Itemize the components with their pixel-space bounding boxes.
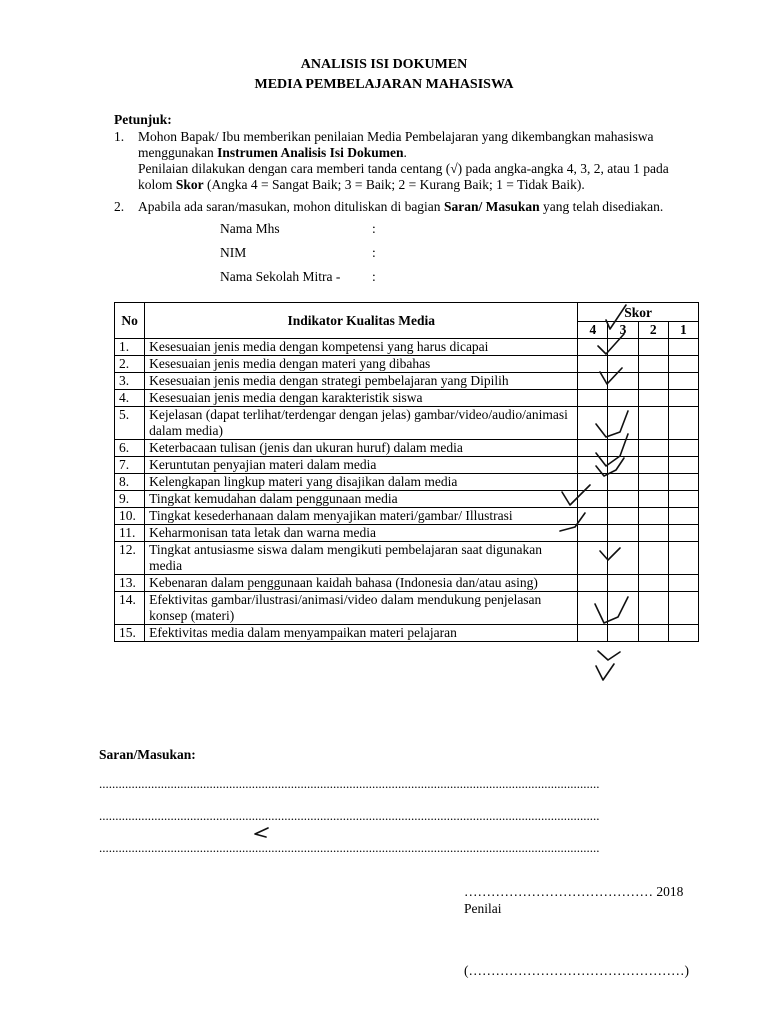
score-cell-2[interactable] [638,457,668,474]
instruction-1-number: 1. [114,129,125,144]
row-number: 11. [115,525,145,542]
header-no: No [115,303,145,339]
document-subtitle: MEDIA PEMBELAJARAN MAHASISWA [254,77,514,92]
score-cell-4[interactable] [578,407,608,440]
score-cell-3[interactable] [608,525,638,542]
table-row [115,407,699,440]
field-nim-colon: : [372,245,376,260]
score-cell-1[interactable] [668,508,698,525]
score-cell-1[interactable] [668,625,698,642]
score-cell-1[interactable] [668,575,698,592]
row-indicator: Kesesuaian jenis media dengan strategi pembelajaran yang Dipilih [145,373,578,390]
suggestions-heading: Saran/Masukan: [99,747,196,762]
row-indicator: Efektivitas media dalam menyampaikan materi pelajaran [145,625,578,642]
instruction-1-line-a: Mohon Bapak/ Ibu memberikan penilaian Media Pembelajaran yang dikembangkan mahasiswa [138,129,654,144]
row-number: 4. [115,390,145,407]
row-indicator: Keterbacaan tulisan (jenis dan ukuran huruf) dalam media [145,440,578,457]
score-cell-3[interactable] [608,407,638,440]
score-cell-4[interactable] [578,373,608,390]
score-cell-3[interactable] [608,390,638,407]
score-cell-3[interactable] [608,339,638,356]
field-student-name-label: Nama Mhs [220,221,280,236]
table-row [115,474,699,491]
signature-name-line: (…………………………………………) [464,963,689,978]
score-cell-4[interactable] [578,625,608,642]
score-cell-2[interactable] [638,373,668,390]
score-cell-1[interactable] [668,390,698,407]
table-row [115,525,699,542]
row-indicator: Keruntutan penyajian materi dalam media [145,457,578,474]
score-cell-1[interactable] [668,457,698,474]
row-indicator: Efektivitas gambar/ilustrasi/animasi/video dalam mendukung penjelasan konsep (materi) [145,592,578,625]
score-cell-4[interactable] [578,339,608,356]
check-mark-icon [596,664,614,680]
score-cell-3[interactable] [608,542,638,575]
row-number: 12. [115,542,145,575]
header-score: Skor [578,303,699,322]
score-cell-1[interactable] [668,339,698,356]
table-row [115,356,699,373]
score-cell-4[interactable] [578,592,608,625]
row-number: 15. [115,625,145,642]
instruction-2-line: Apabila ada saran/masukan, mohon dituliskan di bagian Saran/ Masukan yang telah disediakan. [138,199,664,214]
suggestion-line-1: .......................................................................................................................................................... [99,776,600,791]
row-number: 14. [115,592,145,625]
score-cell-1[interactable] [668,525,698,542]
score-cell-4[interactable] [578,440,608,457]
instruction-1-line-c: Penilaian dilakukan dengan cara memberi tanda centang (√) pada angka-angka 4, 3, 2, atau 1 pada [138,161,669,176]
score-cell-3[interactable] [608,508,638,525]
score-col-3: 3 [608,322,638,339]
table-row [115,542,699,575]
suggestion-line-3: .......................................................................................................................................................... [99,840,600,855]
score-cell-4[interactable] [578,457,608,474]
row-indicator: Kelengkapan lingkup materi yang disajikan dalam media [145,474,578,491]
row-number: 7. [115,457,145,474]
document-title: ANALISIS ISI DOKUMEN [300,57,468,72]
score-cell-3[interactable] [608,474,638,491]
score-cell-2[interactable] [638,542,668,575]
table-row [115,491,699,508]
table-row [115,508,699,525]
instruction-1-line-b: menggunakan Instrumen Analisis Isi Dokumen. [138,145,407,160]
score-cell-2[interactable] [638,440,668,457]
score-cell-2[interactable] [638,339,668,356]
score-cell-4[interactable] [578,575,608,592]
instrument-name: Instrumen Analisis Isi Dokumen [217,145,404,160]
instruction-2-number: 2. [114,199,125,214]
score-cell-1[interactable] [668,407,698,440]
suggestion-line-2: .......................................................................................................................................................... [99,808,600,823]
score-cell-2[interactable] [638,525,668,542]
row-number: 9. [115,491,145,508]
row-indicator: Tingkat antusiasme siswa dalam mengikuti pembelajaran saat digunakan media [145,542,578,575]
row-indicator: Kejelasan (dapat terlihat/terdengar dengan jelas) gambar/video/audio/animasi dalam media) [145,407,578,440]
score-cell-3[interactable] [608,625,638,642]
row-indicator: Kesesuaian jenis media dengan kompetensi yang harus dicapai [145,339,578,356]
header-indicator: Indikator Kualitas Media [145,303,578,339]
table-row [115,339,699,356]
score-cell-1[interactable] [668,373,698,390]
score-cell-3[interactable] [608,440,638,457]
score-cell-2[interactable] [638,625,668,642]
score-col-1: 1 [668,322,698,339]
field-school-label: Nama Sekolah Mitra - [220,269,341,284]
table-row [115,440,699,457]
table-row [115,625,699,642]
score-cell-2[interactable] [638,508,668,525]
score-cell-2[interactable] [638,407,668,440]
score-cell-1[interactable] [668,440,698,457]
score-col-2: 2 [638,322,668,339]
score-cell-3[interactable] [608,356,638,373]
row-indicator: Kesesuaian jenis media dengan materi yang dibahas [145,356,578,373]
field-school-colon: : [372,269,376,284]
table-row [115,457,699,474]
suggestion-section-name: Saran/ Masukan [443,199,540,214]
score-cell-3[interactable] [608,373,638,390]
signature-date: …………………………………… 2018 [464,884,684,899]
field-student-name-colon: : [372,221,376,236]
score-cell-2[interactable] [638,356,668,373]
score-cell-3[interactable] [608,491,638,508]
score-cell-1[interactable] [668,592,698,625]
score-cell-4[interactable] [578,491,608,508]
score-col-4: 4 [578,322,608,339]
score-cell-1[interactable] [668,474,698,491]
score-cell-2[interactable] [638,575,668,592]
signature-role: Penilai [464,901,502,916]
score-cell-3[interactable] [608,592,638,625]
row-indicator: Tingkat kesederhanaan dalam menyajikan materi/gambar/ Illustrasi [145,508,578,525]
score-cell-2[interactable] [638,474,668,491]
row-number: 8. [115,474,145,491]
row-indicator: Kebenaran dalam penggunaan kaidah bahasa (Indonesia dan/atau asing) [145,575,578,592]
score-word: Skor [175,177,204,192]
score-cell-4[interactable] [578,508,608,525]
instructions-heading: Petunjuk: [114,112,172,127]
score-cell-1[interactable] [668,356,698,373]
check-mark-icon [598,651,620,660]
score-cell-3[interactable] [608,457,638,474]
row-number: 1. [115,339,145,356]
score-cell-1[interactable] [668,491,698,508]
score-cell-1[interactable] [668,542,698,575]
row-indicator: Keharmonisan tata letak dan warna media [145,525,578,542]
score-cell-3[interactable] [608,575,638,592]
field-nim-label: NIM [220,245,247,260]
row-number: 3. [115,373,145,390]
row-indicator: Tingkat kemudahan dalam penggunaan media [145,491,578,508]
score-cell-4[interactable] [578,356,608,373]
stray-pen-mark [255,828,268,837]
row-number: 5. [115,407,145,440]
table-row [115,575,699,592]
score-cell-2[interactable] [638,592,668,625]
row-number: 6. [115,440,145,457]
score-cell-4[interactable] [578,474,608,491]
row-indicator: Kesesuaian jenis media dengan karakteristik siswa [145,390,578,407]
row-number: 10. [115,508,145,525]
score-cell-4[interactable] [578,542,608,575]
table-row [115,592,699,625]
row-number: 13. [115,575,145,592]
score-cell-2[interactable] [638,390,668,407]
score-cell-4[interactable] [578,525,608,542]
table-row [115,373,699,390]
instruction-1-line-d: kolom Skor (Angka 4 = Sangat Baik; 3 = Baik; 2 = Kurang Baik; 1 = Tidak Baik). [138,177,585,192]
score-cell-4[interactable] [578,390,608,407]
score-cell-2[interactable] [638,491,668,508]
assessment-table [114,302,699,642]
row-number: 2. [115,356,145,373]
table-row [115,390,699,407]
